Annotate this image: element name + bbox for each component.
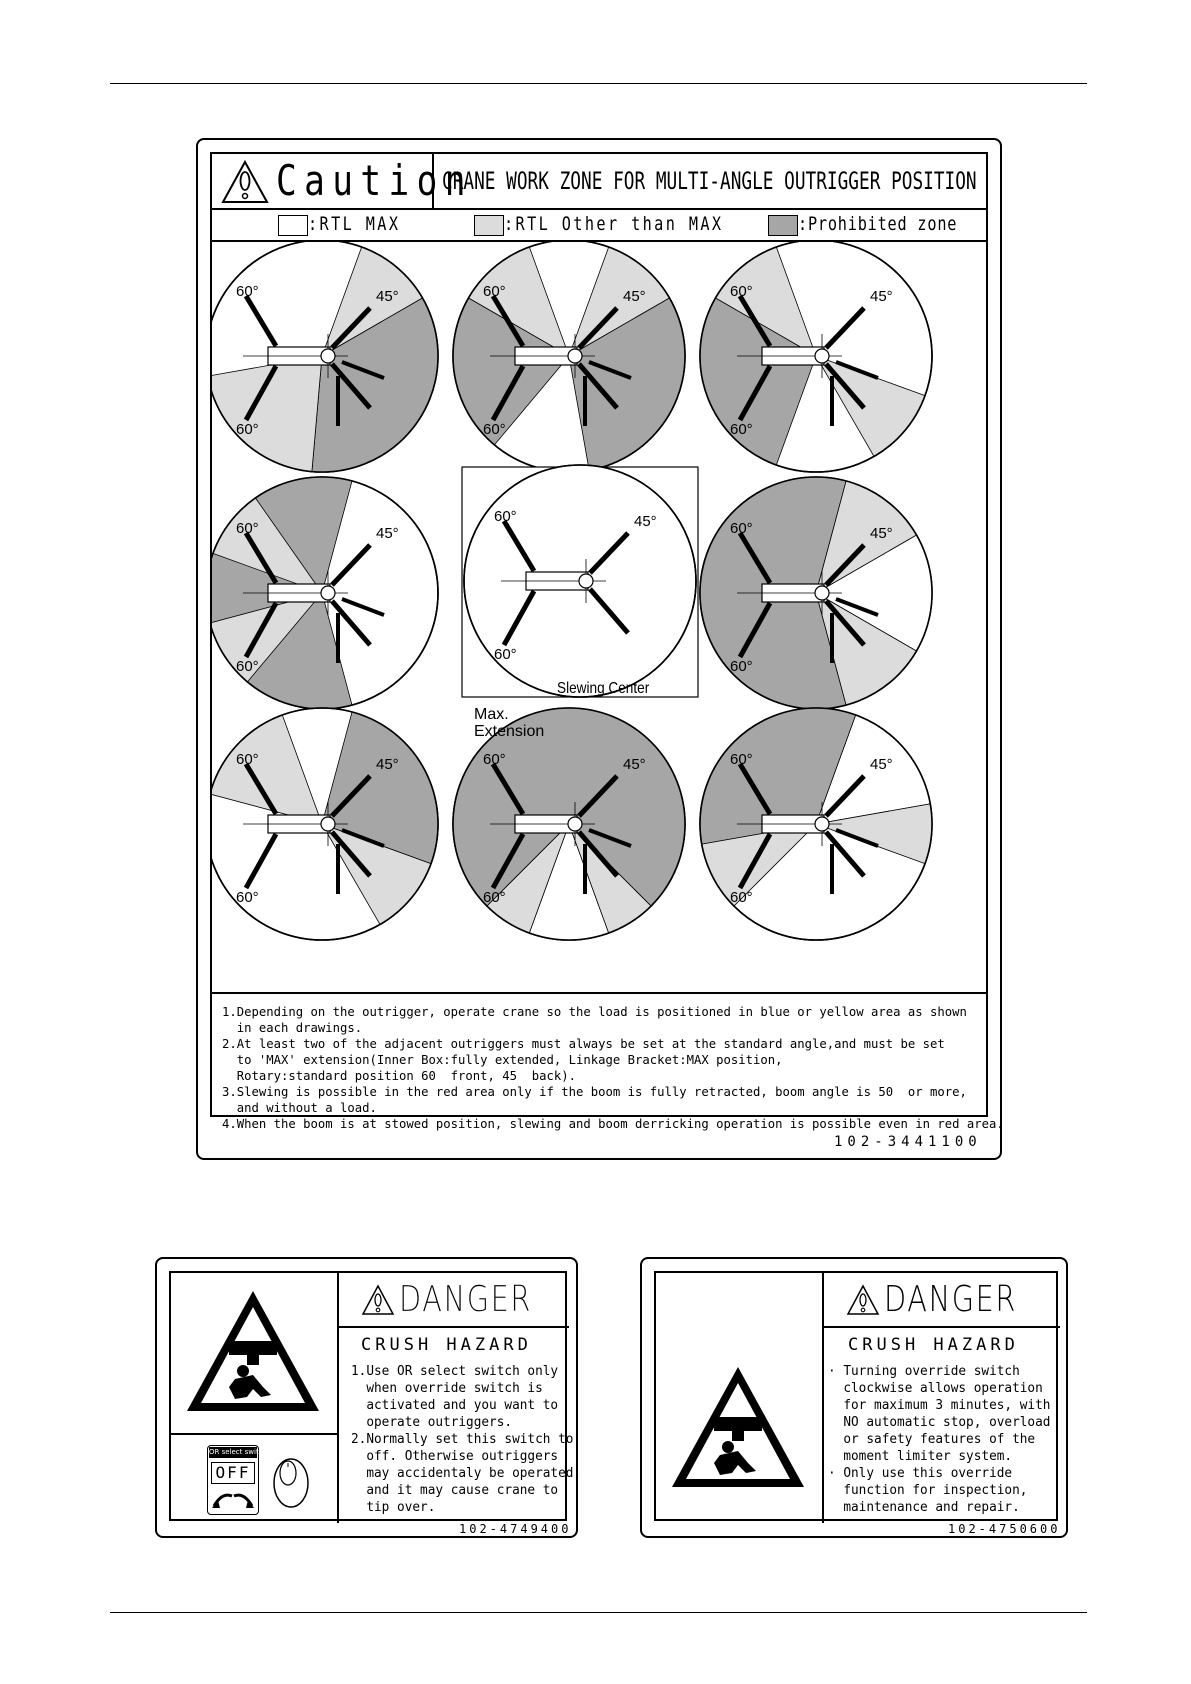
danger-line: for maximum 3 minutes, with	[828, 1398, 1051, 1413]
angle-60-label: 60°	[483, 889, 506, 906]
legend-label-prohibited: :Prohibited zone	[798, 213, 958, 235]
slewing-center-mark	[579, 574, 593, 588]
danger-line: maintenance and repair.	[828, 1500, 1020, 1515]
or-select-switch	[207, 1445, 267, 1515]
work-zone-circle	[212, 477, 438, 709]
danger-right-part-number: 102-4750600	[948, 1522, 1061, 1536]
legend-swatch-rtl-max	[278, 215, 308, 236]
danger-line: activated and you want to	[351, 1398, 559, 1413]
caution-word: Caution	[276, 156, 473, 205]
switch-state: OFF	[211, 1462, 255, 1484]
slewing-center-mark	[321, 586, 335, 600]
angle-45-label: 45°	[376, 288, 399, 305]
legend-row	[212, 210, 986, 242]
caution-box	[212, 154, 473, 208]
crush-hazard-icon	[183, 1287, 323, 1417]
angle-60-label: 60°	[494, 646, 517, 663]
caution-title: CRANE WORK ZONE FOR MULTI-ANGLE OUTRIGGER POSITION	[442, 167, 977, 195]
instruction-line: in each drawings.	[222, 1020, 363, 1035]
work-zone-circle	[212, 708, 438, 940]
danger-line: when override switch is	[351, 1381, 543, 1396]
slewing-center-mark	[815, 817, 829, 831]
danger-line: off. Otherwise outriggers	[351, 1449, 559, 1464]
angle-45-label: 45°	[376, 756, 399, 773]
angle-60-label: 60°	[494, 508, 517, 525]
angle-45-label: 45°	[376, 525, 399, 542]
angle-60-label: 60°	[236, 751, 259, 768]
angle-60-label: 60°	[483, 751, 506, 768]
danger-line: · Only use this override	[828, 1466, 1013, 1481]
slewing-center-mark	[321, 349, 335, 363]
angle-60-label: 60°	[730, 520, 753, 537]
caution-header	[212, 154, 986, 210]
instructions-box	[212, 992, 1004, 1131]
danger-left-switch-cell	[171, 1435, 339, 1523]
angle-60-label: 60°	[730, 889, 753, 906]
danger-subheader: CRUSH HAZARD	[361, 1335, 532, 1355]
legend-label-rtl-max: :RTL MAX	[308, 213, 401, 235]
instruction-line: to 'MAX' extension(Inner Box:fully extended, Linkage Bracket:MAX position,	[222, 1052, 783, 1067]
slewing-center-mark	[815, 586, 829, 600]
warning-triangle-icon	[361, 1284, 395, 1316]
angle-60-label: 60°	[730, 421, 753, 438]
caution-label	[196, 138, 1002, 1160]
danger-line: · Turning override switch	[828, 1364, 1020, 1379]
angle-60-label: 60°	[483, 421, 506, 438]
work-zone-diagrams	[212, 242, 986, 992]
danger-left-frame	[169, 1271, 582, 1521]
danger-line: tip over.	[351, 1500, 436, 1515]
danger-right-header	[824, 1273, 1060, 1328]
slewing-center-mark	[321, 817, 335, 831]
angle-45-label: 45°	[634, 513, 657, 530]
danger-line: moment limiter system.	[828, 1449, 1013, 1464]
work-zone-circle	[212, 242, 438, 472]
toggle-switch-icon	[271, 1453, 311, 1509]
angle-45-label: 45°	[623, 288, 646, 305]
crush-hazard-icon	[668, 1363, 808, 1493]
danger-subheader: CRUSH HAZARD	[848, 1335, 1019, 1355]
switch-caption: OR select switch	[209, 1448, 267, 1456]
angle-60-label: 60°	[730, 658, 753, 675]
slewing-center-mark	[568, 349, 582, 363]
danger-line: may accidentaly be operated,	[351, 1466, 582, 1481]
work-zone-circle	[464, 465, 696, 697]
danger-left-pictogram-cell	[171, 1273, 339, 1435]
danger-line: function for inspection,	[828, 1483, 1028, 1498]
slewing-center-mark	[568, 817, 582, 831]
danger-line: and it may cause crane to	[351, 1483, 559, 1498]
legend-swatch-rtl-other	[474, 215, 504, 236]
danger-label-left	[155, 1257, 582, 1538]
angle-45-label: 45°	[870, 288, 893, 305]
warning-triangle-icon	[846, 1284, 880, 1316]
legend-swatch-prohibited	[768, 215, 798, 236]
outrigger-arrows-icon	[210, 1486, 256, 1510]
angle-60-label: 60°	[730, 751, 753, 768]
angle-60-label: 60°	[236, 421, 259, 438]
instruction-line: and without a load.	[222, 1100, 377, 1115]
instruction-line: 1.Depending on the outrigger, operate crane so the load is positioned in blue or yellow area as shown	[222, 1004, 967, 1019]
angle-60-label: 60°	[236, 283, 259, 300]
danger-left-header	[339, 1273, 569, 1328]
angle-45-label: 45°	[623, 756, 646, 773]
work-zone-circle	[700, 477, 932, 709]
instruction-line: Rotary:standard position 60 front, 45 back).	[222, 1068, 577, 1083]
angle-60-label: 60°	[236, 520, 259, 537]
slewing-center-mark	[815, 349, 829, 363]
caution-label-frame	[210, 152, 1004, 1131]
danger-right-frame	[654, 1271, 1058, 1521]
angle-60-label: 60°	[483, 283, 506, 300]
instruction-line: 4.When the boom is at stowed position, slewing and boom derricking operation is possible even in red area.	[222, 1116, 1004, 1131]
footer-rule	[110, 1612, 1087, 1613]
angle-60-label: 60°	[236, 658, 259, 675]
max-extension-label-1: Max.	[474, 706, 509, 723]
danger-right-pictogram-cell	[656, 1273, 824, 1523]
danger-header: DANGER	[399, 1279, 533, 1320]
danger-left-part-number: 102-4749400	[459, 1522, 572, 1536]
legend-label-rtl-other: :RTL Other than MAX	[504, 213, 724, 235]
danger-line: operate outriggers.	[351, 1415, 513, 1430]
header-rule	[110, 83, 1087, 84]
zone-wedge	[212, 356, 322, 472]
danger-line: 2.Normally set this switch to	[351, 1432, 574, 1447]
angle-45-label: 45°	[870, 756, 893, 773]
work-zone-circle	[700, 242, 932, 472]
caution-part-number: 102-3441100	[834, 1134, 982, 1150]
work-zone-circle	[700, 708, 932, 940]
slewing-center-label: Slewing Center	[557, 680, 650, 697]
danger-label-right	[640, 1257, 1068, 1538]
angle-60-label: 60°	[730, 283, 753, 300]
danger-header: DANGER	[884, 1279, 1018, 1320]
danger-line: clockwise allows operation	[828, 1381, 1043, 1396]
danger-line: NO automatic stop, overload	[828, 1415, 1051, 1430]
angle-60-label: 60°	[236, 889, 259, 906]
danger-line: 1.Use OR select switch only	[351, 1364, 559, 1379]
danger-line: or safety features of the	[828, 1432, 1036, 1447]
warning-triangle-icon	[220, 159, 270, 205]
instruction-line: 2.At least two of the adjacent outriggers must always be set at the standard angle,and must be set	[222, 1036, 945, 1051]
work-zone-circle	[453, 242, 685, 472]
work-zone-circle	[453, 708, 685, 940]
instruction-line: 3.Slewing is possible in the red area only if the boom is fully retracted, boom angle is 50 or more,	[222, 1084, 967, 1099]
angle-45-label: 45°	[870, 525, 893, 542]
max-extension-label-2: Extension	[474, 723, 545, 740]
